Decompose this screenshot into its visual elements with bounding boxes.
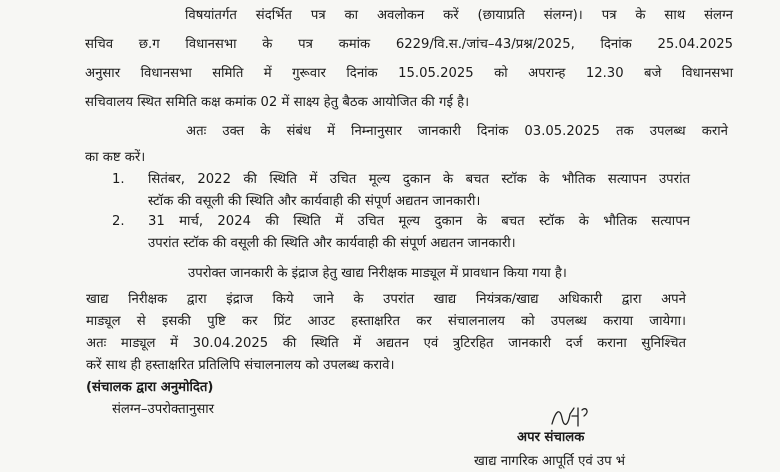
paragraph1-line2: सचिव छ.ग विधानसभा के पत्र कमांक 6229/वि.स./जांच–43/प्रश्न/2025, दिनांक 25.04.2025 bbox=[85, 37, 733, 52]
list-item-2-line1: 31 मार्च, 2024 की स्थिति में उचित मूल्य दुकान के बचत स्टॉक के भौतिक सत्यापन bbox=[148, 214, 690, 229]
list-item-1-number: 1. bbox=[112, 172, 125, 187]
paragraph3-line2: खाद्य निरीक्षक द्वारा इंद्राज किये जाने के उपरांत खाद्य नियंत्रक/खाद्य अधिकारी द्वारा अपने bbox=[86, 292, 686, 307]
paragraph3-line5: करें साथ ही हस्ताक्षरित प्रतिलिपि संचालनालय को उपलब्ध करावे। bbox=[86, 358, 395, 373]
paragraph1-line1: विषयांतर्गत संदर्भित पत्र का अवलोकन करें (छायाप्रति संलग्न)। पत्र के साथ संलग्न bbox=[185, 8, 733, 23]
signatory-title: अपर संचालक bbox=[517, 430, 585, 445]
approval-note: (संचालक द्वारा अनुमोदित) bbox=[86, 380, 214, 395]
list-item-2-line2: उपरांत स्टॉक की वसूली की स्थिति और कार्यवाही की संपूर्ण अद्यतन जानकारी। bbox=[148, 236, 516, 251]
paragraph2-line1: अतः उक्त के संबंध में निम्नानुसार जानकारी दिनांक 03.05.2025 तक उपलब्ध कराने bbox=[186, 124, 728, 139]
list-item-1-line1: सितंबर, 2022 की स्थिति में उचित मूल्य दुकान के बचत स्टॉक के भौतिक सत्यापन उपरांत bbox=[148, 172, 690, 187]
paragraph1-line3: अनुसार विधानसभा समिति में गुरूवार दिनांक 15.05.2025 को अपरान्ह 12.30 बजे विधानसभा bbox=[85, 66, 733, 81]
list-item-2-number: 2. bbox=[112, 214, 125, 229]
paragraph3-line3: माड्यूल से इसकी पुष्टि कर प्रिंट आउट हस्ताक्षरित कर संचालनालय को उपलब्ध कराया जायेगा। bbox=[86, 314, 686, 329]
paragraph3-line4: अतः माड्यूल में 30.04.2025 की स्थिति में अद्यतन एवं त्रुटिरहित जानकारी दर्ज कराना सुनिश्चित bbox=[86, 336, 686, 351]
paragraph3-line1: उपरोक्त जानकारी के इंद्राज हेतु खाद्य निरीक्षक माड्यूल में प्रावधान किया गया है। bbox=[188, 266, 567, 281]
enclosure-note: संलग्न–उपरोक्तानुसार bbox=[112, 402, 215, 417]
paragraph2-line2: का कष्ट करें। bbox=[85, 150, 146, 165]
signatory-department: खाद्य नागरिक आपूर्ति एवं उप भं bbox=[474, 454, 626, 469]
list-item-1-line2: स्टॉक की वसूली की स्थिति और कार्यवाही की संपूर्ण अद्यतन जानकारी। bbox=[148, 194, 481, 209]
signature-mark bbox=[548, 404, 594, 430]
paragraph1-line4: सचिवालय स्थित समिति कक्ष कमांक 02 में साक्ष्य हेतु बैठक आयोजित की गई है। bbox=[85, 95, 470, 110]
